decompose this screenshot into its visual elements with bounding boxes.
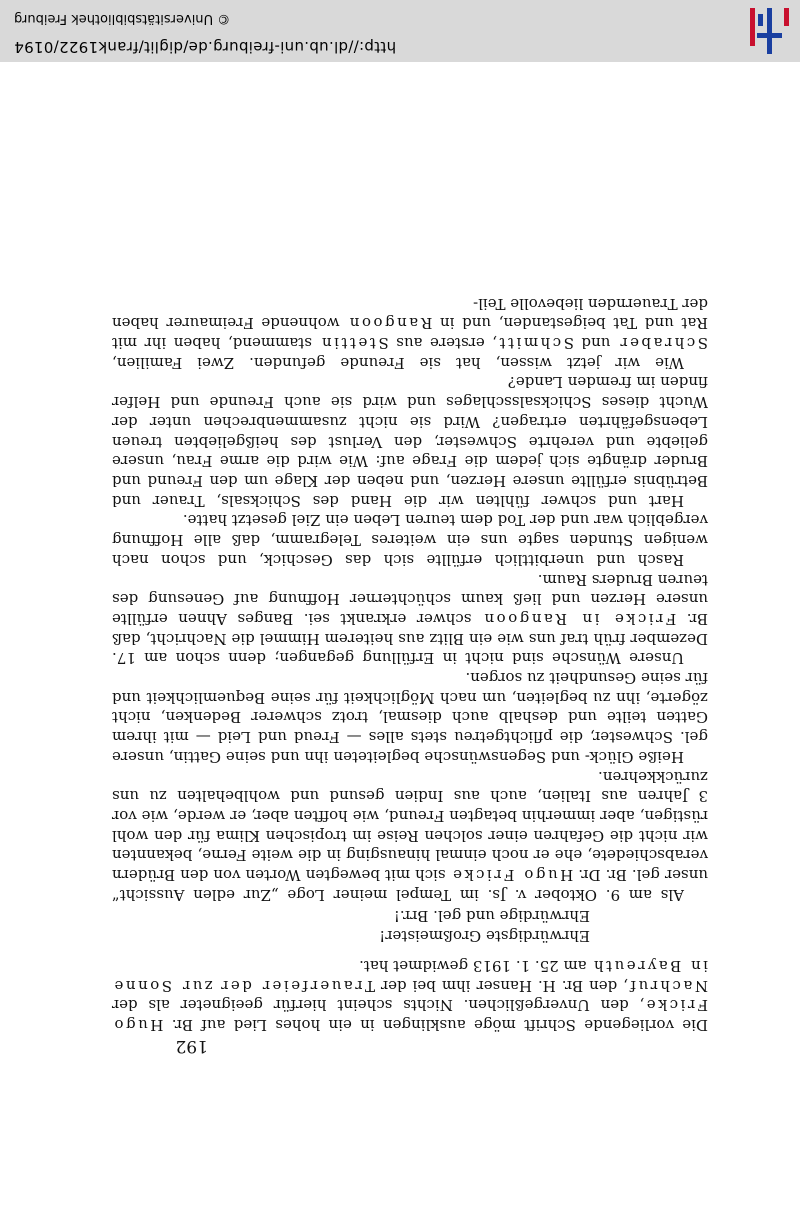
loge-zur-sonne: zur Sonne in Bayreuth <box>112 956 708 995</box>
city-rangoon: Rangoon <box>347 314 433 333</box>
nachruf: Nachruf <box>627 976 708 995</box>
ub-freiburg-logo-icon <box>746 6 794 56</box>
name-fricke-rangoon: Fricke in Rangoon <box>481 609 677 628</box>
paragraph-4: Rasch und unerbittlich erfüllte sich das Geschick, und schon nach wenigen Stunden sagte uns ein weiteres Telegramm, daß alle Hoffnung vergeblich war und der Tod dem teuren Leben ein Ziel gesetzt hatte. <box>112 511 708 569</box>
name-schmitt: Schmitt <box>497 334 574 353</box>
city-stettin: Stettin <box>319 334 389 353</box>
salutation-brueder: Ehrwürdige und gel. Brr.! <box>393 907 590 926</box>
paragraph-5: Hart und schwer fühlten wir die Hand des Schicksals, Trauer und Betrübnis erfüllte unsere Herzen, und neben der Klage um den Freund und Bruder drängte sich jedem die Frage auf: Wie wird die arme Frau, unsere geliebte und verehrte Schwester, den Verlust des heißgeliebten treuen Lebensgefährten ertragen? Wird sie nicht zusammenbrechen unter der Wucht dieses Schicksalsschlages und wird sie auch Freunde und Helfer finden im fremden Lande? <box>112 373 708 510</box>
salutation-grossmeister: Ehrwürdigste Großmeister! <box>379 927 590 946</box>
stamp-url[interactable]: http://dl.ub.uni-freiburg.de/diglit/frank1922/0194 <box>14 38 397 56</box>
page-number: 192 <box>175 1036 208 1056</box>
body-text <box>112 293 708 1034</box>
paragraph-2: Heiße Glück- und Segenswünsche begleiteten ihn und seine Gattin, unsere gel. Schwester, die pflichtgetreu stets alles — Freud und Leid — mit ihrem Gatten teilte und deshalb auch diesmal, trotz schwerer Bedenken, nicht zögerte, ihn zu begleiten, um nach Möglichkeit für seine Bequemlichkeit und für seine Gesundheit zu sorgen. <box>112 669 708 766</box>
trauerfeier: Trauerfeier der <box>218 976 375 995</box>
paragraph-3: Unsere Wünsche sind nicht in Erfüllung gegangen; denn schon am 17. Dezember früh traf uns wie ein Blitz aus heiterem Himmel die Nachricht, daß Br. Fricke in Rangoon schwer erkrankt sei. Banges Ahnen erfüllte unsere Herzen und ließ kaum schüchterner Hoffnung auf Genesung des teuren Bruders Raum. <box>112 570 708 668</box>
name-schraber: Schraber <box>617 334 708 353</box>
paragraph-6: Wie wir jetzt wissen, hat sie Freunde gefunden. Zwei Familien, Schraber und Schmitt, erstere aus Stettin stammend, haben ihr mit Rat und Tat beigestanden, und in Rangoon wohnende Freimaurer haben der Trauernden liebevolle Teil- <box>112 294 708 372</box>
intro-paragraph: Die vorliegende Schrift möge ausklingen in ein hohes Lied auf Br. Hugo Fricke, den Unvergeßlichen. Nichts scheint hierfür geeigneter als der Nachruf, den Br. H. Hanser ihm bei der Trauerfeier der zur Sonne in Bayreuth am 25. 1. 1913 gewidmet hat. <box>112 956 708 1034</box>
stamp-copyright: © Universitätsbibliothek Freiburg <box>14 11 231 26</box>
library-stamp-bar <box>0 0 800 62</box>
name-hugo-fricke: Hugo Fricke <box>450 866 574 885</box>
name-hugo-fricke: Hugo Fricke <box>112 996 708 1034</box>
paragraph-1: Als am 9. Oktober v. Js. im Tempel meiner Loge „Zur edlen Aussicht“ unser gel. Br. Dr. Hugo Fricke sich mit bewegten Worten von den Brüdern verabschiedete, ehe er noch einmal hinausging in die weite Ferne, bekannten wir nicht die Gefahren einer solchen Reise im tropischen Klima für den wohl rüstigen, aber immerhin betagten Freund, wie hofften aber, er werde, wie vor 3 Jahren aus Italien, auch aus Indien gesund und wohlbehalten zu uns zurückkehren. <box>112 767 708 904</box>
